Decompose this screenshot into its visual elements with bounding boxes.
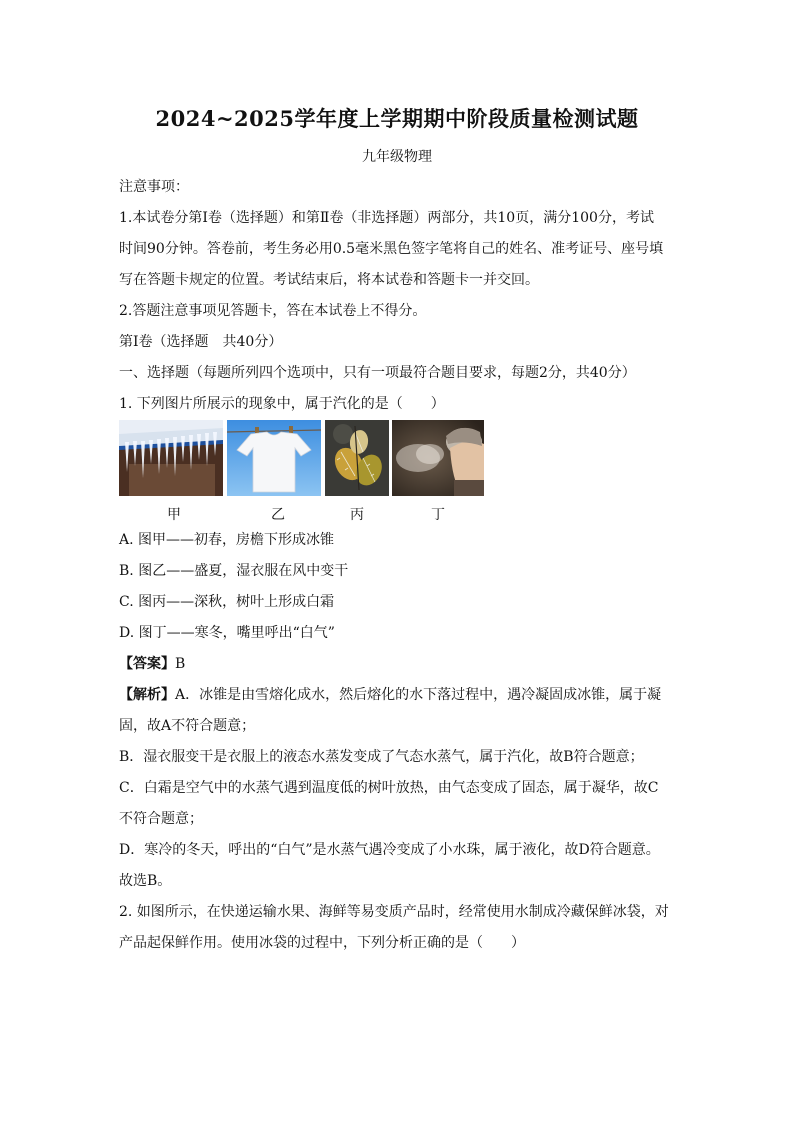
caption-ding: 丁: [431, 507, 445, 523]
frost-leaves-image: [325, 420, 389, 496]
caption-yi: 乙: [271, 507, 285, 523]
analysis-line-5: 不符合题意；: [119, 811, 203, 827]
analysis-label: 【解析】: [119, 687, 175, 703]
analysis-line-2: 固，故A不符合题意；: [119, 718, 256, 734]
icicle-image: [119, 420, 223, 496]
answer-line: [119, 655, 185, 673]
analysis-line-6: D．寒冷的冬天，呼出的“白气”是水蒸气遇冷变成了小水珠，属于液化，故D符合题意。: [119, 842, 660, 858]
notice-item-2: 2.答题注意事项见答题卡，答在本试卷上不得分。: [119, 303, 427, 319]
notice-item-1-line-2: 时间90分钟。答卷前，考生务必用0.5毫米黑色签字笔将自己的姓名、准考证号、座号填: [119, 241, 664, 257]
option-b: B. 图乙——盛夏，湿衣服在风中变干: [119, 563, 349, 579]
notice-heading: 注意事项：: [119, 179, 189, 195]
breath-image: [392, 420, 484, 496]
notice-item-1-line-3: 写在答题卡规定的位置。考试结束后，将本试卷和答题卡一并交回。: [119, 272, 539, 288]
section-part-1: 第Ⅰ卷（选择题 共40分）: [119, 334, 283, 350]
question-2-stem-line-1: 2. 如图所示，在快递运输水果、海鲜等易变质产品时，经常使用水制成冷藏保鲜冰袋，对: [119, 904, 669, 920]
question-2-stem-line-2: 产品起保鲜作用。使用冰袋的过程中，下列分析正确的是（ ）: [119, 935, 525, 951]
answer-value: B: [175, 656, 186, 672]
page-subtitle: 九年级物理: [362, 149, 432, 165]
analysis-line-4: C．白霜是空气中的水蒸气遇到温度低的树叶放热，由气态变成了固态，属于凝华，故C: [119, 780, 659, 796]
page-title: 2024~2025学年度上学期期中阶段质量检测试题: [155, 106, 639, 131]
analysis-text-1: A．冰锥是由雪熔化成水，然后熔化的水下落过程中，遇冷凝固成冰锥，属于凝: [175, 687, 662, 703]
option-d: D. 图丁——寒冬，嘴里呼出“白气”: [119, 625, 335, 641]
analysis-line-1: [119, 686, 661, 704]
notice-item-1-line-1: 1.本试卷分第Ⅰ卷（选择题）和第Ⅱ卷（非选择题）两部分，共10页，满分100分，考试: [119, 210, 654, 226]
caption-jia: 甲: [167, 507, 181, 523]
analysis-conclusion: 故选B。: [119, 873, 172, 889]
shirt-image: [227, 420, 321, 496]
analysis-line-3: B．湿衣服变干是衣服上的液态水蒸发变成了气态水蒸气，属于汽化，故B符合题意；: [119, 749, 644, 765]
caption-bing: 丙: [350, 507, 364, 523]
answer-label: 【答案】: [119, 656, 175, 672]
section-instruction: 一、选择题（每题所列四个选项中，只有一项最符合题目要求，每题2分，共40分）: [119, 365, 636, 381]
question-1-stem: 1. 下列图片所展示的现象中，属于汽化的是（ ）: [119, 396, 445, 412]
option-c: C. 图丙——深秋，树叶上形成白霜: [119, 594, 335, 610]
option-a: A. 图甲——初春，房檐下形成冰锥: [119, 532, 335, 548]
